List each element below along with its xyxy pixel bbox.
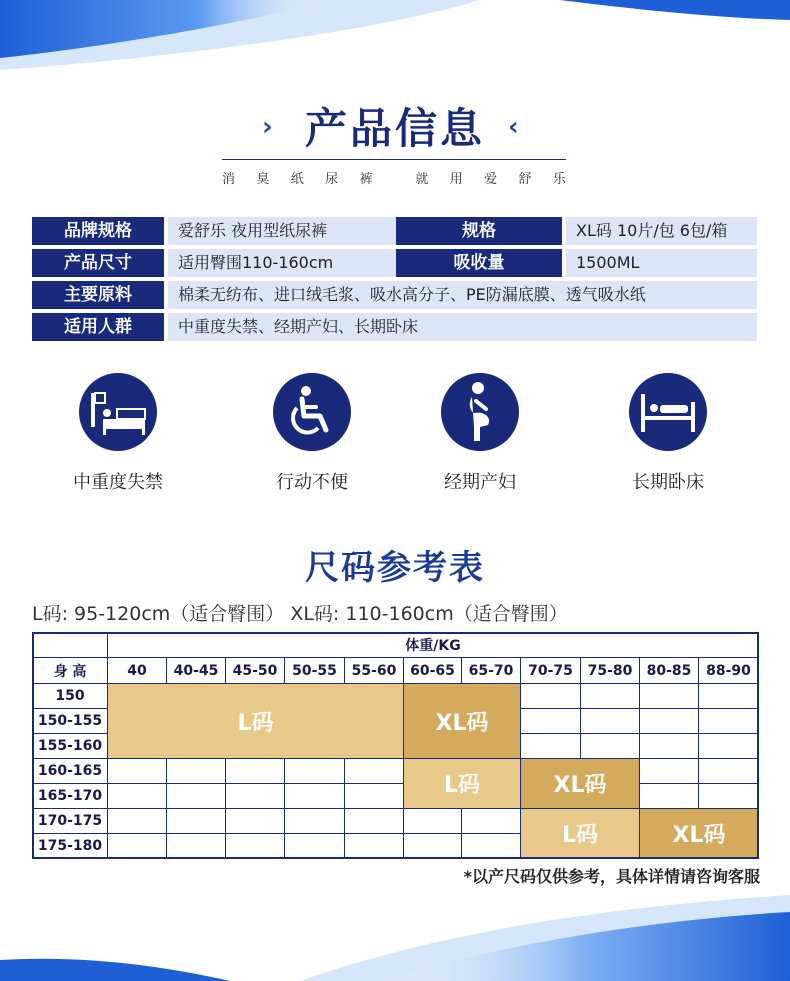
grid-border	[32, 632, 759, 859]
user-type-maternity	[441, 373, 519, 451]
user-label-maternity: 经期产妇	[444, 472, 516, 493]
height-label: 150-155	[32, 708, 108, 734]
absorb-label: 吸收量	[396, 249, 562, 277]
user-type-incontinence	[79, 373, 157, 451]
slogan-char: 纸	[290, 172, 304, 187]
size-label: 产品尺寸	[32, 249, 164, 277]
wheelchair-icon	[273, 373, 351, 451]
size-zone: XL码	[521, 759, 639, 808]
pregnant-woman-icon	[441, 373, 519, 451]
size-zone: XL码	[404, 684, 520, 758]
weight-label: 70-75	[520, 657, 581, 684]
slogan-char: 用	[449, 172, 463, 187]
brand-value: 爱舒乐 夜用型纸尿裤	[168, 217, 424, 245]
slogan-char: 裤	[359, 172, 373, 187]
weight-label: 55-60	[344, 657, 404, 684]
info-row-material	[32, 281, 757, 309]
weight-label: 50-55	[284, 657, 345, 684]
weight-header: 体重/KG	[107, 632, 759, 658]
spec-label: 规格	[396, 217, 562, 245]
slogan-char: 舒	[518, 172, 532, 187]
crowd-value: 中重度失禁、经期产妇、长期卧床	[168, 313, 757, 341]
user-label-mobility: 行动不便	[276, 472, 348, 493]
size-zone: L码	[404, 759, 520, 808]
size-value: 适用臀围110-160cm	[168, 249, 424, 277]
height-label: 150	[32, 683, 108, 709]
absorb-value: 1500ML	[566, 249, 757, 277]
info-row-size	[32, 249, 757, 277]
hospital-bed-stand-icon	[79, 373, 157, 451]
chevron-left-icon: ‹	[508, 112, 519, 142]
slogan	[222, 168, 566, 187]
weight-label: 75-80	[580, 657, 640, 684]
user-label-incontinence: 中重度失禁	[73, 472, 163, 493]
slogan-char: 臭	[256, 172, 270, 187]
footnote: *以产尺码仅供参考，具体详情请咨询客服	[463, 867, 760, 886]
user-type-bedridden	[629, 373, 707, 451]
crowd-label: 适用人群	[32, 313, 164, 341]
slogan-char: 就	[415, 172, 429, 187]
size-chart-title: 尺码参考表	[305, 548, 485, 588]
chevron-right-icon: ›	[262, 112, 273, 142]
user-label-bedridden: 长期卧床	[632, 472, 704, 493]
weight-label: 60-65	[403, 657, 462, 684]
spec-value: XL码 10片/包 6包/箱	[566, 217, 757, 245]
weight-label: 80-85	[639, 657, 699, 684]
material-value: 棉柔无纺布、进口绒毛浆、吸水高分子、PE防漏底膜、透气吸水纸	[168, 281, 757, 309]
slogan-char: 消	[222, 172, 236, 187]
height-label: 175-180	[32, 833, 108, 859]
weight-label: 40-45	[166, 657, 226, 684]
size-zone: XL码	[640, 809, 758, 858]
slogan-char: 爱	[484, 172, 498, 187]
height-label: 165-170	[32, 783, 108, 809]
info-row-brand	[32, 217, 757, 245]
weight-label: 45-50	[225, 657, 285, 684]
height-label: 170-175	[32, 808, 108, 834]
weight-label: 40	[107, 657, 167, 684]
height-header: 身 高	[32, 657, 108, 684]
page-title: 产品信息	[304, 104, 485, 153]
slogan-char: 乐	[552, 172, 566, 187]
user-type-mobility	[273, 373, 351, 451]
height-label: 160-165	[32, 758, 108, 784]
weight-label: 88-90	[698, 657, 759, 684]
weight-label: 65-70	[461, 657, 521, 684]
height-label: 155-160	[32, 733, 108, 759]
size-chart-note: L码: 95-120cm（适合臀围） XL码: 110-160cm（适合臀围）	[32, 603, 568, 625]
title-divider	[222, 159, 566, 160]
size-zone: L码	[108, 684, 403, 758]
size-zone: L码	[521, 809, 639, 858]
bed-patient-icon	[629, 373, 707, 451]
info-row-crowd	[32, 313, 757, 341]
slogan-char: 尿	[325, 172, 339, 187]
material-label: 主要原料	[32, 281, 164, 309]
brand-label: 品牌规格	[32, 217, 164, 245]
